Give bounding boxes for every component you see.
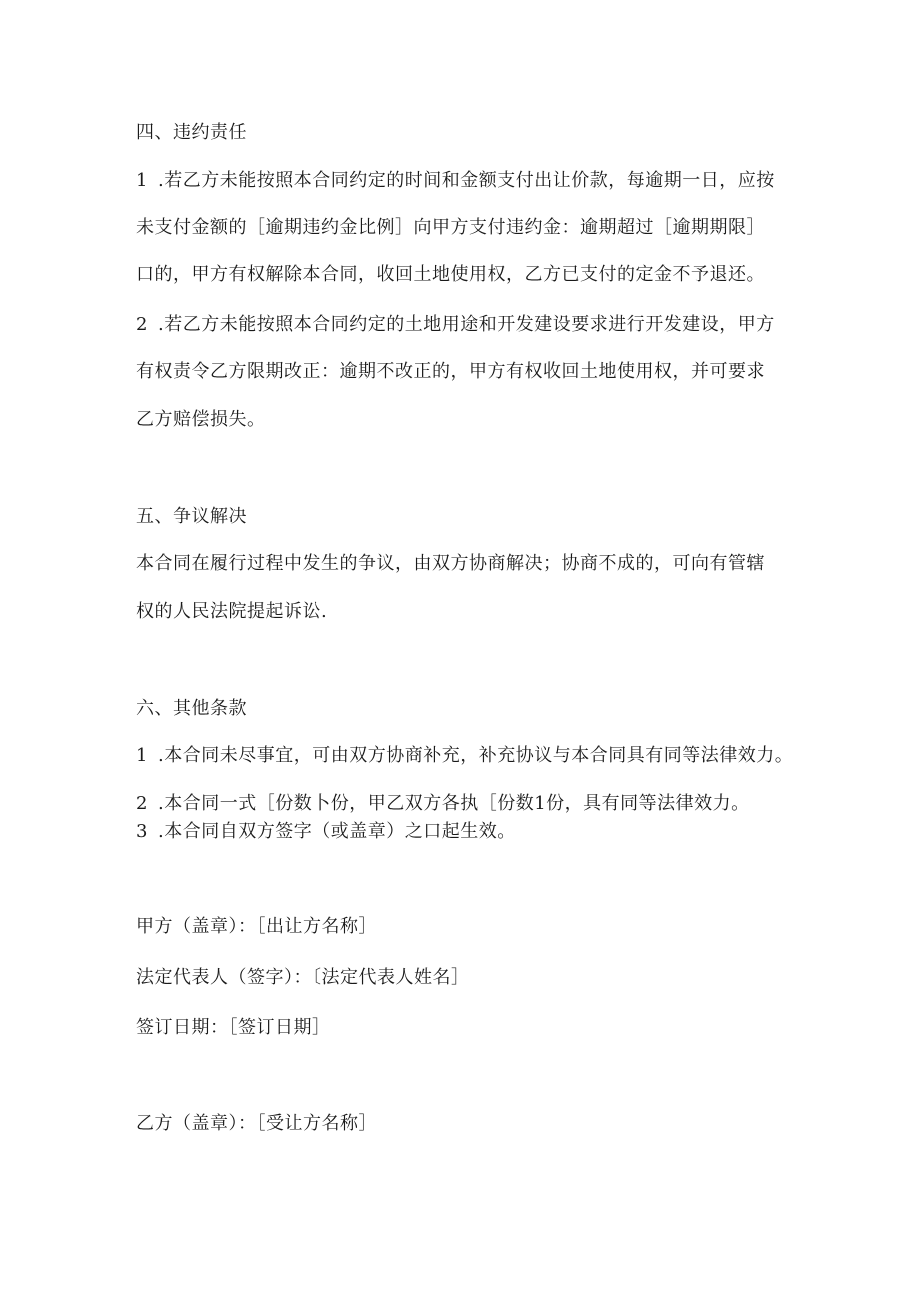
item-number: 2 <box>136 314 148 335</box>
item-text: .本合同一式［份数卜份，甲乙双方各执［份数1份，具有同等法律效力。 <box>158 793 750 814</box>
signing-date: 签订日期：［签订日期］ <box>136 1017 331 1038</box>
party-a-legal-representative: 法定代表人（签字）：〔法定代表人姓名］ <box>136 967 470 988</box>
item-text: .本合同未尽事宜，可由双方协商补充，补充协议与本合同具有同等法律效力。 <box>158 745 794 766</box>
section-4-item-1-line-3: 口的，甲方有权解除本合同，收回土地使用权，乙方已支付的定金不予退还。 <box>136 264 765 285</box>
item-number: 1 <box>136 745 148 766</box>
section-4-item-1-line-1 <box>136 169 775 193</box>
section-4-item-2-line-2: 有权责令乙方限期改正：逾期不改正的，甲方有权收回土地使用权，并可要求 <box>136 361 765 382</box>
item-number: 3 <box>136 821 148 842</box>
section-6-item-2 <box>136 792 750 816</box>
section-5-line-2: 权的人民法院提起诉讼. <box>136 601 328 622</box>
section-4-item-1-line-2: 未支付金额的［逾期违约金比例］向甲方支付违约金：逾期超过［逾期期限］ <box>136 217 765 238</box>
section-4-item-2-line-1 <box>136 313 775 337</box>
section-5-line-1: 本合同在履行过程中发生的争议，由双方协商解决；协商不成的，可向有管辖 <box>136 553 765 574</box>
item-text: .若乙方未能按照本合同约定的土地用途和开发建设要求进行开发建设，甲方 <box>158 314 775 335</box>
section-6-item-3 <box>136 820 516 844</box>
section-5-heading: 五、争议解决 <box>136 506 247 527</box>
section-4-heading: 四、违约责任 <box>136 122 247 143</box>
item-text: .若乙方未能按照本合同约定的时间和金额支付出让价款，每逾期一日，应按 <box>158 170 775 191</box>
section-6-item-1 <box>136 744 793 768</box>
item-number: 2 <box>136 793 148 814</box>
section-4-item-2-line-3: 乙方赔偿损失。 <box>136 409 266 430</box>
section-6-heading: 六、其他条款 <box>136 698 247 719</box>
item-number: 1 <box>136 170 148 191</box>
party-b-seal: 乙方（盖章）：［受让方名称］ <box>136 1113 377 1134</box>
item-text: .本合同自双方签字（或盖章）之口起生效。 <box>158 821 516 842</box>
party-a-seal: 甲方（盖章）：［出让方名称］ <box>136 916 377 937</box>
